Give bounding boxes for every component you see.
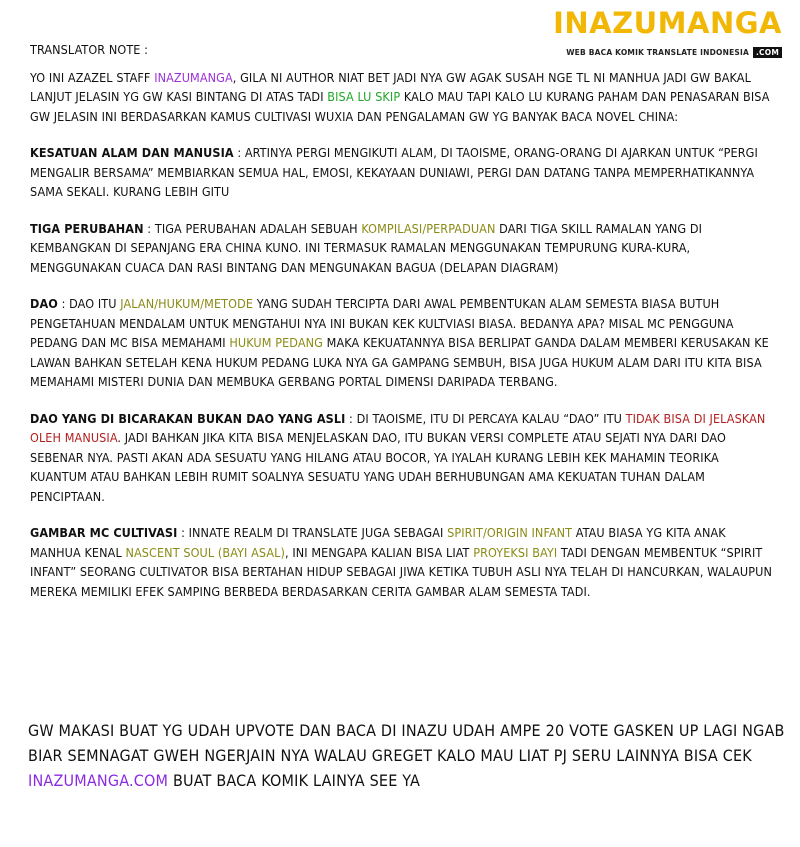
dao-text-1: : DAO ITU bbox=[57, 296, 121, 311]
note-title: TRANSLATOR NOTE : bbox=[30, 42, 149, 57]
gambar-highlight-3: PROYEKSI BAYI bbox=[473, 544, 558, 560]
intro-brand: INAZUMANGA bbox=[154, 69, 233, 85]
dao-heading: DAO bbox=[30, 296, 58, 311]
gambar-highlight-1: SPIRIT/ORIGIN INFANT bbox=[447, 525, 573, 540]
dao-asli-text-1: : DI TAOISME, ITU DI PERCAYA KALAU “DAO” ITU bbox=[345, 410, 626, 426]
gambar-text-2: ATAU BIASA YG KITA ANAK MANHUA KENAL bbox=[30, 525, 726, 560]
intro-text-1: YO INI AZAZEL STAFF bbox=[30, 69, 155, 85]
dao-asli-highlight: TIDAK BISA DI JELASKAN OLEH MANUSIA bbox=[30, 410, 766, 445]
dao-paragraph bbox=[30, 294, 775, 392]
tiga-text-2: DARI TIGA SKILL RAMALAN YANG DI KEMBANGKAN DI SEPANJANG ERA CHINA KUNO. INI TERMASUK RAMALAN MENGGUNAKAN TEMPURUNG KURA-KURA, MENGGUNAKAN CUACA DAN RASI BINTANG DAN MENGUNAKAN BAGUA (DELAPAN DIAGRAM) bbox=[30, 220, 703, 275]
intro-text-3: KALO MAU TAPI KALO LU KURANG PAHAM DAN PENASARAN BISA GW JELASIN INI BERDASARKAN KAMUS CULTIVASI WUXIA DAN PENGALAMAN GW YG BANYAK BACA NOVEL CHINA: bbox=[30, 89, 770, 124]
tiga-paragraph bbox=[30, 219, 775, 278]
translator-note bbox=[30, 40, 775, 618]
dao-text-3: MAKA KEKUATANNYA BISA BERLIPAT GANDA DALAM MEMBERI KERUSAKAN KE LAWAN BAHKAN SETELAH KENA HUKUM PEDANG LUKA NYA GA GAMPANG SEMBUH, BISA JUGA HUKUM ALAM DARI ITU KITA BISA MEMAHAMI MISTERI DUNIA DAN MEMBUKA GERBANG PORTAL DIMENSI DARIPADA TERBANG. bbox=[30, 335, 769, 389]
intro-paragraph bbox=[30, 68, 775, 127]
dao-text-2: YANG SUDAH TERCIPTA DARI AWAL PEMBENTUKAN ALAM SEMESTA BIASA BUTUH PENGETAHUAN MENDALAM UNTUK MENGTAHUI NYA INI BUKAN KEK KULTVIASI BIASA. BEDANYA APA? MISAL MC PENGGUNA PEDANG DAN MC BISA MEMAHAMI bbox=[30, 296, 734, 350]
kesatuan-text: : ARTINYA PERGI MENGIKUTI ALAM, DI TAOISME, ORANG-ORANG DI AJARKAN UNTUK “PERGI MENGALIR BERSAMA” MEMBIARKAN SEMUA HAL, EMOSI, KEKAYAAN DUNIAWI, PERGI DAN DATANG TANPA MEMPERHATIKANNYA SAMA SEKALI. KURANG LEBIH GITU bbox=[30, 145, 758, 199]
dao-asli-paragraph bbox=[30, 409, 775, 507]
dao-asli-text-2: . JADI BAHKAN JIKA KITA BISA MENJELASKAN DAO, ITU BUKAN VERSI COMPLETE ATAU SEJATI NYA DARI DAO SEBENAR NYA. PASTI AKAN ADA SESUATU YANG HILANG ATAU BOCOR, YA IYALAH KURANG LEBIH KEK MAHAMIN TEORIKA KUANTUM ATAU BAHKAN LEBIH RUMIT SOALNYA SESUATU YANG UDAH BERHUBUNGAN AMA KEKUATAN TUHAN DALAM PENCIPTAAN. bbox=[30, 430, 726, 504]
dao-highlight-2: HUKUM PEDANG bbox=[229, 335, 323, 350]
closing-message bbox=[28, 718, 788, 793]
intro-text-2: , GILA NI AUTHOR NIAT BET JADI NYA GW AGAK SUSAH NGE TL NI MANHUA JADI GW BAKAL LANJUT JELASIN YG GW KASI BINTANG DI ATAS TADI bbox=[30, 69, 751, 104]
dao-highlight-1: JALAN/HUKUM/METODE bbox=[120, 296, 254, 311]
site-link[interactable]: INAZUMANGA.COM bbox=[28, 771, 169, 790]
gambar-heading: GAMBAR MC CULTIVASI bbox=[30, 525, 178, 540]
kesatuan-paragraph bbox=[30, 143, 775, 202]
gambar-text-1: : INNATE REALM DI TRANSLATE JUGA SEBAGAI bbox=[177, 525, 448, 540]
tiga-highlight: KOMPILASI/PERPADUAN bbox=[361, 220, 496, 236]
gambar-text-3: , INI MENGAPA KALIAN BISA LIAT bbox=[284, 544, 474, 560]
closing-text-2: BUAT BACA KOMIK LAINYA SEE YA bbox=[168, 771, 421, 790]
closing-text-1: GW MAKASI BUAT YG UDAH UPVOTE DAN BACA DI INAZU UDAH AMPE 20 VOTE GASKEN UP LAGI NGAB BIAR SEMNAGAT GWEH NGERJAIN NYA WALAU GREGET KALO MAU LIAT PJ SERU LAINNYA BISA CEK bbox=[28, 721, 785, 765]
tiga-text-1: : TIGA PERUBAHAN ADALAH SEBUAH bbox=[143, 220, 362, 236]
kesatuan-heading: KESATUAN ALAM DAN MANUSIA bbox=[30, 145, 234, 160]
gambar-text-4: TADI DENGAN MEMBENTUK “SPIRIT INFANT” SEORANG CULTIVATOR BISA BERTAHAN HIDUP SEBAGAI JIWA KETIKA TUBUH ASLI NYA TELAH DI HANCURKAN, WALAUPUN MEREKA MEMILIKI EFEK SAMPING BERBEDA BERDASARKAN CERITA GAMBAR ALAM SEMESTA TADI. bbox=[30, 544, 772, 599]
logo-brand: INAZUMANGA bbox=[553, 6, 782, 40]
logo-tld: .COM bbox=[753, 47, 782, 58]
logo-tagline: WEB BACA KOMIK TRANSLATE INDONESIA bbox=[566, 48, 749, 57]
dao-asli-heading: DAO YANG DI BICARAKAN BUKAN DAO YANG ASLI bbox=[30, 410, 346, 426]
gambar-paragraph bbox=[30, 523, 775, 601]
skip-highlight: BISA LU SKIP bbox=[327, 89, 401, 104]
tiga-heading: TIGA PERUBAHAN bbox=[30, 220, 144, 236]
gambar-highlight-2: NASCENT SOUL (BAYI ASAL) bbox=[125, 544, 285, 560]
